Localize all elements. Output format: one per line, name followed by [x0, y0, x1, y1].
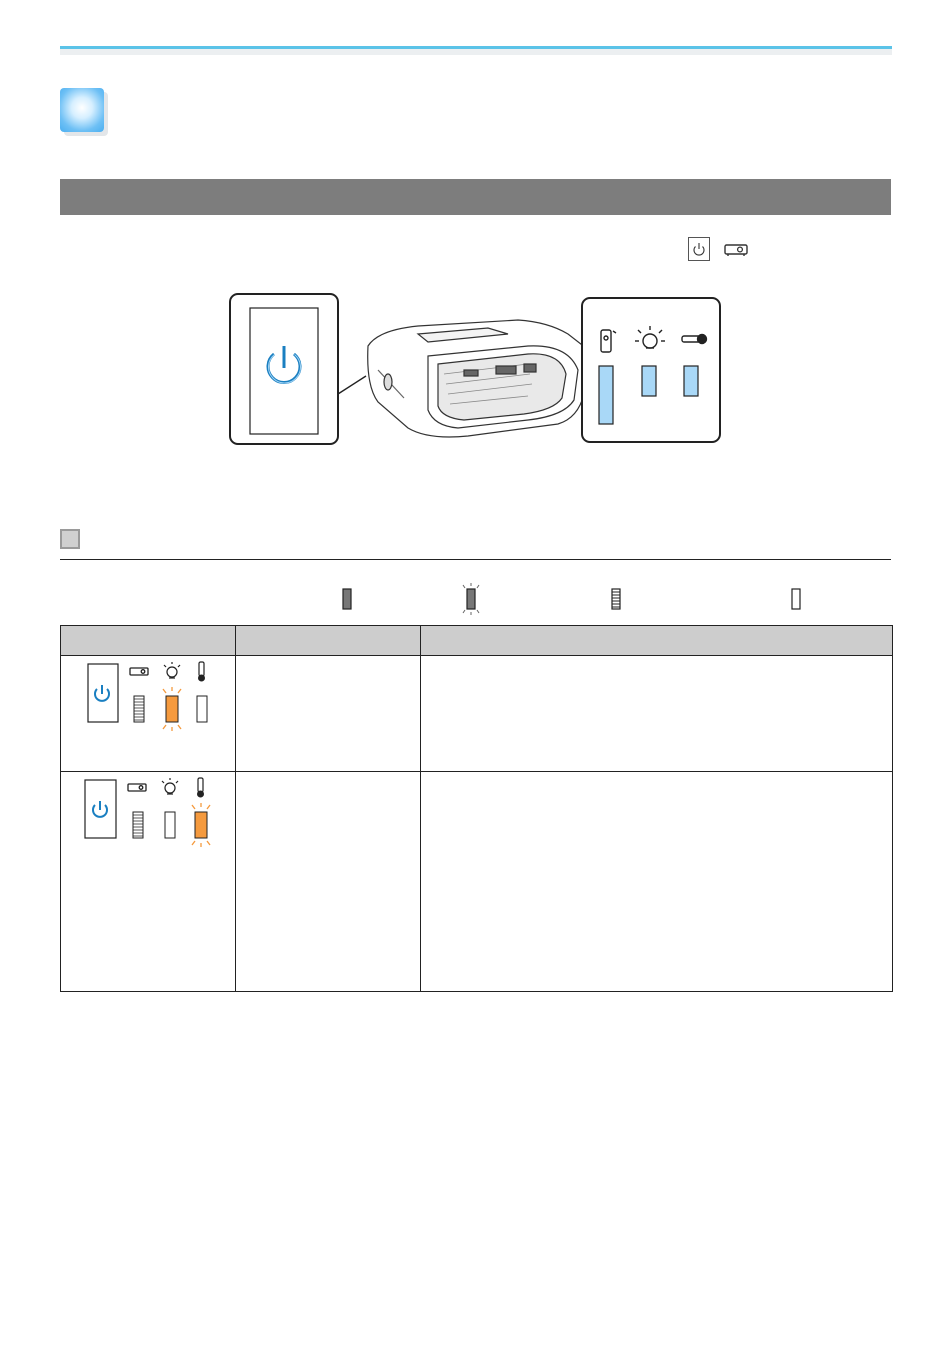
indicator-state-lamp-warning: [84, 660, 214, 740]
thermometer-icon: [682, 335, 707, 344]
subsection-marker: [60, 529, 80, 549]
indicator-cell: [61, 772, 236, 992]
header-rule-shadow: [60, 49, 892, 55]
table-row: [61, 656, 893, 772]
thermometer-icon: [198, 662, 205, 682]
indicator-state-temp-warning: [84, 776, 214, 856]
indicator-status-table: [60, 625, 893, 992]
indicator-varies-icon: [610, 588, 622, 610]
subsection-rule: [60, 559, 891, 560]
temp-indicator-off: [197, 696, 207, 722]
table-row: [61, 772, 893, 992]
lamp-icon: [164, 662, 180, 678]
section-heading-bar: [60, 179, 891, 215]
projector-body: [368, 320, 586, 437]
lamp-indicator: [642, 366, 656, 396]
table-header-indicators: [61, 626, 236, 656]
status-cell: [236, 656, 421, 772]
remedy-cell: [421, 656, 893, 772]
temp-indicator-flashing: [192, 803, 210, 847]
power-button-icon: [688, 237, 710, 261]
remedy-cell: [421, 772, 893, 992]
table-header-status: [236, 626, 421, 656]
indicator-cell: [61, 656, 236, 772]
indicator-flashing-icon: [459, 583, 483, 615]
projector-panel-illustration: [228, 290, 722, 448]
projector-icon: [128, 784, 146, 791]
table-header-remedy: [421, 626, 893, 656]
status-indicator: [599, 366, 613, 424]
projector-icon: [722, 240, 752, 260]
status-indicator-varies: [133, 812, 143, 838]
power-button-callout: [230, 294, 338, 444]
note-icon: [60, 88, 104, 132]
indicator-lit-icon: [340, 587, 354, 611]
status-indicator-varies: [134, 696, 144, 722]
lamp-icon: [162, 778, 178, 794]
thermometer-icon: [197, 778, 204, 798]
indicator-callout: [582, 298, 720, 442]
status-cell: [236, 772, 421, 992]
table-header-row: [61, 626, 893, 656]
projector-icon: [130, 668, 148, 675]
lamp-indicator-flashing: [163, 687, 181, 731]
lamp-indicator-off: [165, 812, 175, 838]
indicator-off-icon: [790, 587, 802, 611]
temp-indicator: [684, 366, 698, 396]
